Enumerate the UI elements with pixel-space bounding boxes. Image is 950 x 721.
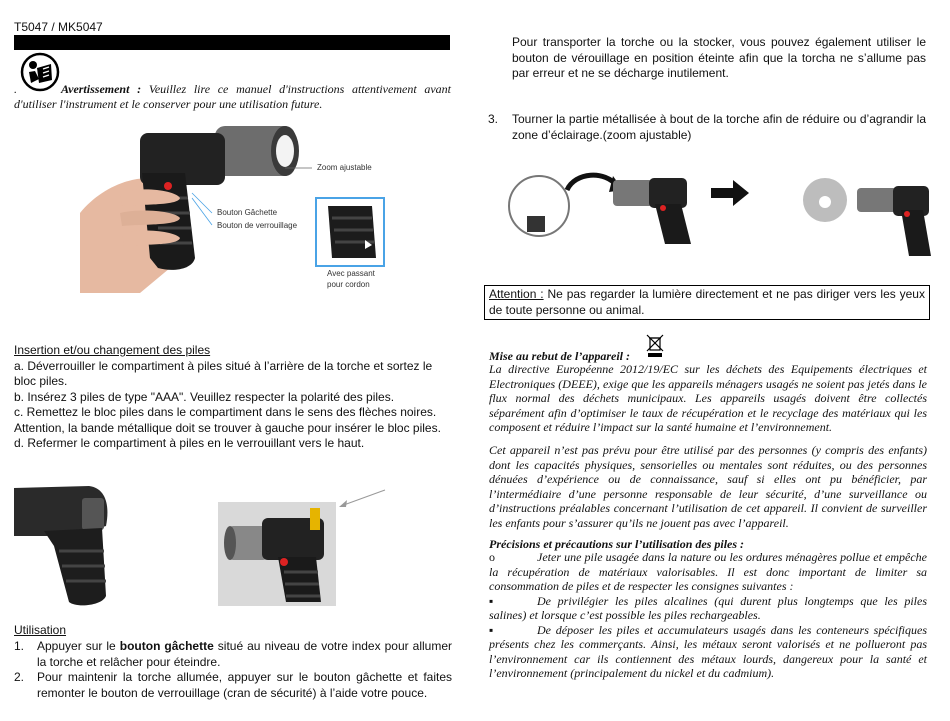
precautions-title: Précisions et précautions sur l’utilisation des piles : [489, 537, 745, 551]
transport-text: Pour transporter la torche ou la stocker, vous pouvez également utiliser le bouton de vérouillage en position éteinte afin que la torcha ne s’allume pas par erreur et ne se décharge inutilement. [512, 35, 926, 80]
insertion-title: Insertion et/ou changement des piles [14, 343, 211, 357]
insertion-step-b: b. Insérez 3 piles de type "AAA". Veuillez respecter la polarité des piles. [14, 389, 395, 404]
attention-box [484, 285, 930, 320]
bullet-square-2: ▪ [489, 593, 494, 608]
insertion-step-c: c. Remettez le bloc piles dans le compartiment dans le sens des flèches noires. [14, 405, 437, 419]
warning-block [14, 82, 451, 111]
zoom-instruction-number: 3. [488, 112, 499, 126]
disposal-paragraph-2: Cet appareil n’est pas prévu pour être utilisé par des personnes (y compris des enfants) dont les capacités physiques, sensorielles ou mentales sont réduites, ou des personnes dénuées d’expérience ou de connaissance, sauf si elles ont pu bénéficier, par l’intermédiaire d’une personne responsable de leur sécurité, d’une surveillance ou d’instructions préalables concernant l’utilisation de cet appareil. Il convient de surveiller les enfants pour s’assurer qu’ils ne jouent pas avec l’appareil. [489, 443, 927, 530]
cord-label-1: Avec passant [327, 269, 375, 278]
zoom-instruction-text: Tourner la partie métallisée à bout de la torche afin de réduire ou d’agrandir la zone d’éclairage.(zoom ajustable) [512, 112, 926, 142]
bullet-square-3: ▪ [489, 622, 494, 637]
usage-item-1-text-a: Appuyer sur le [37, 639, 120, 653]
header-bar [14, 35, 450, 50]
usage-item-1-text-b: situé au niveau de votre index pour allumer la torche et relâcher pour éteindre. [37, 639, 452, 669]
attention-text: Ne pas regarder la lumière directement et ne pas diriger vers les yeux de toute personne ou animal. [489, 287, 925, 317]
battery-compartment-photo [14, 486, 114, 608]
lock-label: Bouton de verrouillage [217, 221, 298, 230]
disposal-paragraph-1: La directive Européenne 2012/19/EC sur les déchets des Equipements électriques et Electroniques (DEEE), exige que les appareils ménagers usagés ne soient pas jetés dans le flux normal des déchets municipaux. Les appareils usagés doivent être collectés séparément afin d’optimiser le taux de récupération et le recyclage des matériaux qui les composent et réduire l’impact sur la santé humaine et l’environnement. [489, 362, 927, 434]
zoom-instruction [488, 112, 926, 143]
warning-text: Veuillez lire ce manuel d'instructions attentivement avant d'utiliser l'instrument et le conserver pour une utilisation future. [14, 82, 451, 111]
usage-item-2 [14, 670, 452, 701]
attention-label: Attention : [489, 287, 544, 301]
torch-side-photo [218, 502, 336, 606]
zoom-sequence-figure [505, 164, 935, 260]
warning-label: Avertissement : [61, 82, 142, 96]
warning-dot: . [14, 82, 17, 96]
insertion-step-d: d. Refermer le compartiment à piles en le verrouillant vers le haut. [14, 436, 365, 450]
usage-item-2-number: 2. [14, 670, 25, 684]
model-header: T5047 / MK5047 [14, 20, 103, 34]
usage-list [14, 639, 452, 701]
precautions-list [489, 550, 927, 681]
cord-label-2: pour cordon [327, 280, 370, 289]
weee-bin-icon [646, 334, 664, 358]
trigger-label: Bouton Gâchette [217, 208, 278, 217]
disposal-title: Mise au rebut de l’appareil : [489, 349, 630, 363]
usage-item-1-number: 1. [14, 639, 25, 653]
precaution-3: De déposer les piles et accumulateurs usagés dans les conteneurs spécifiques présents chez les commerçants. Ainsi, les métaux seront valorisés et ne pollueront pas l’environnement car ils contiennent des métaux lourds, dangereux pour la santé et l’environnement (principalement du nickel et du cadmium). [489, 622, 927, 680]
bullet-circle-1: o [489, 550, 495, 564]
precaution-1: Jeter une pile usagée dans la nature ou les ordures ménagères pollue et empêche la récupération de matériaux valorisables. Il est donc important de limiter sa consommation de piles et de respecter les consignes suivantes : [489, 550, 927, 593]
usage-title: Utilisation [14, 623, 67, 637]
precaution-2: De privilégier les piles alcalines (qui durent plus longtemps que les piles salines) et lorsque c’est possible les piles rechargeables. [489, 593, 927, 622]
insertion-section [14, 343, 452, 452]
usage-item-2-text: Pour maintenir la torche allumée, appuyer sur le bouton gâchette et faites remonter le bouton de verrouillage (cran de sécurité) à l’aide votre pouce. [37, 670, 452, 700]
usage-item-1-bold: bouton gâchette [119, 639, 214, 653]
insertion-step-a: a. Déverrouiller le compartiment à piles situé à l’arrière de la torche et sortez le bloc piles. [14, 358, 433, 388]
usage-item-1 [14, 639, 452, 670]
insertion-note: Attention, la bande métallique doit se trouver à gauche pour insérer le bloc piles. [14, 420, 441, 435]
pointer-arrow-icon [335, 488, 387, 510]
zoom-label: Zoom ajustable [317, 163, 372, 172]
